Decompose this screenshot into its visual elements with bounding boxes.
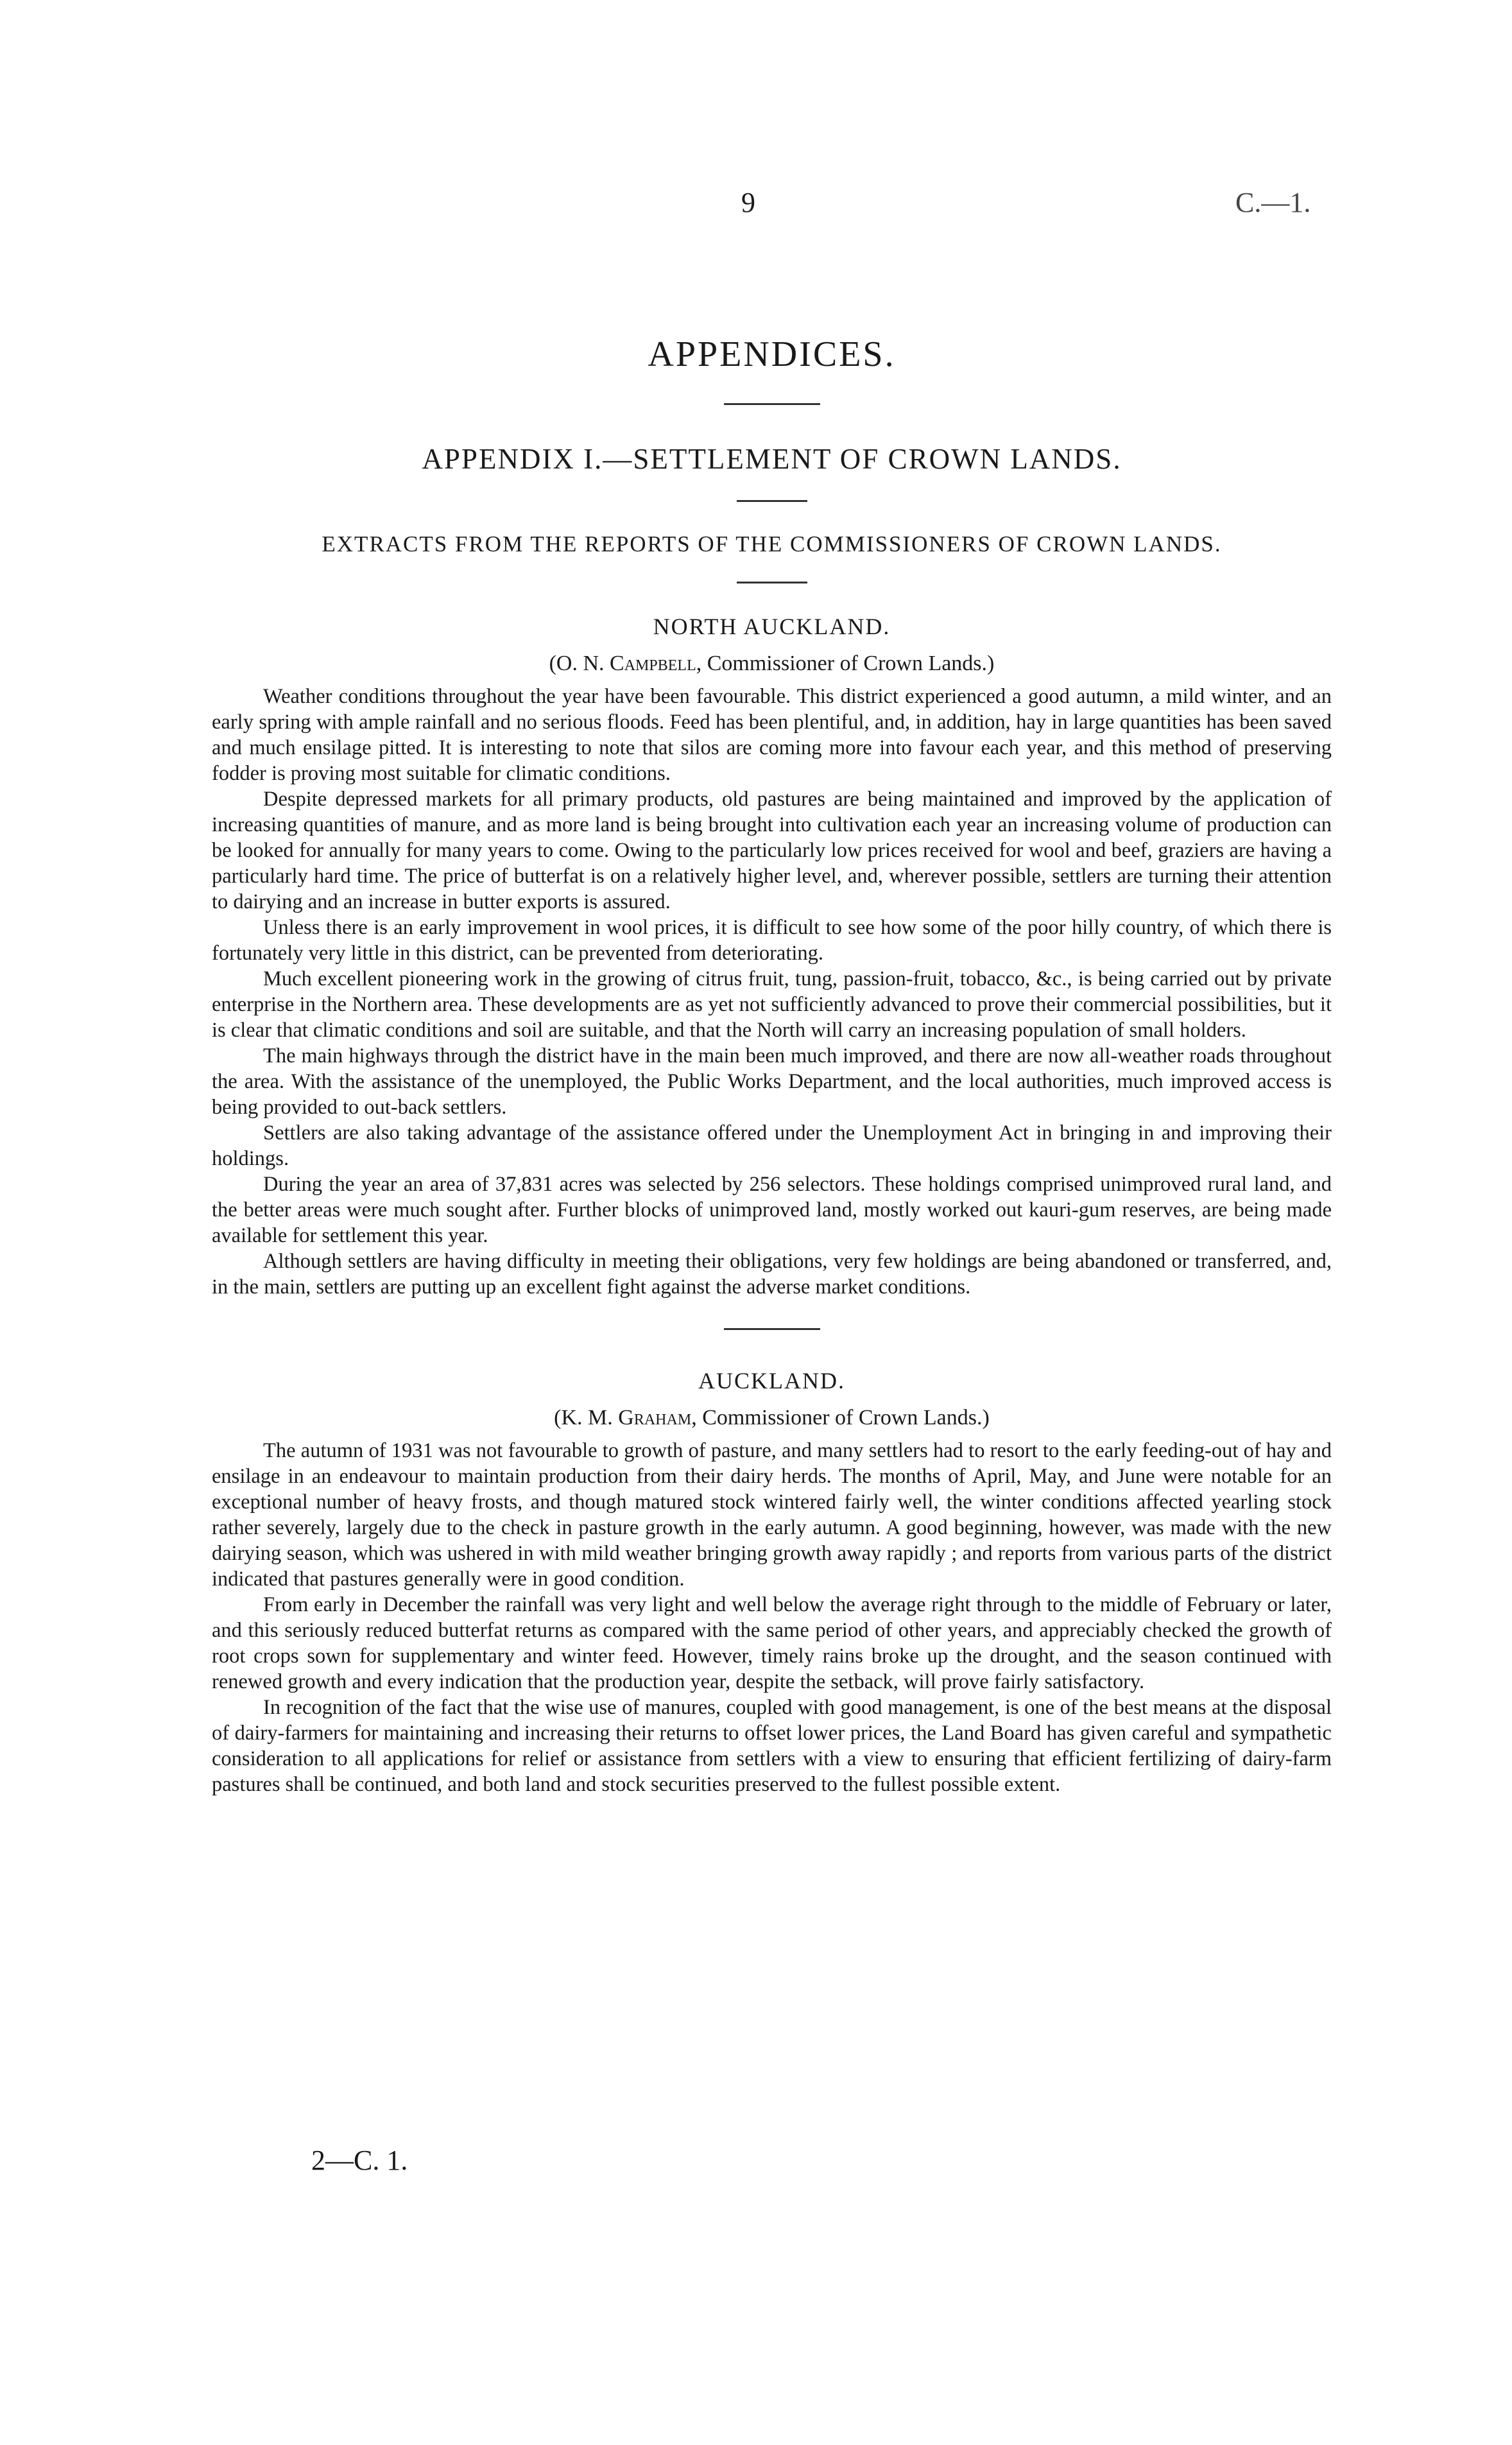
commissioner-title: , Commissioner of Crown Lands.) — [691, 1406, 990, 1430]
divider — [737, 582, 807, 583]
paragraph: In recognition of the fact that the wise use of manures, coupled with good management, is one of the best means at the disposal of dairy-farmers for maintaining and increasing their returns to offset lower prices, the Land Board has given careful and sympathetic consideration to all applications for relief or assistance from settlers with a view to ensuring that efficient fertilizing of dairy-farm pastures shall be continued, and both land and stock securities preserved to the fullest possible extent. — [212, 1696, 1332, 1796]
divider — [737, 500, 807, 502]
section-heading: NORTH AUCKLAND. — [653, 614, 891, 639]
paragraph: From early in December the rainfall was very light and well below the average right through to the middle of February or later, and this seriously reduced butterfat returns as compared with the same period of other years, and appreciably checked the growth of root crops sown for supplementary and winter feed. However, timely rains broke up the drought, and the season continued with renewed growth and every indication that the production year, despite the setback, will prove fairly satisfactory. — [212, 1593, 1332, 1693]
paragraph: Settlers are also taking advantage of the assistance offered under the Unemployment Act in bringing in and improving their holdings. — [212, 1121, 1332, 1170]
paragraph: The main highways through the district have in the main been much improved, and there are now all-weather roads throughout the area. With the assistance of the unemployed, the Public Works Department, and the local authorities, much improved access is being provided to out-back settlers. — [212, 1044, 1332, 1119]
commissioner-line — [212, 652, 1332, 676]
commissioner-line — [212, 1406, 1332, 1430]
commissioner-name: Campbell — [610, 652, 696, 675]
section-heading: AUCKLAND. — [698, 1368, 845, 1394]
page-header — [0, 186, 1512, 225]
page-content — [212, 334, 1332, 1797]
document-reference: C.—1. — [1235, 187, 1311, 218]
page-title: APPENDICES. — [648, 334, 896, 374]
divider — [724, 1328, 820, 1330]
paragraph: Much excellent pioneering work in the growing of citrus fruit, tung, passion-fruit, tobacco, &c., is being carried out by private enterprise in the Northern area. These developments are as yet not sufficiently advanced to prove their commercial possibilities, but it is clear that climatic conditions and soil are suitable, and that the North will carry an increasing population of small holders. — [212, 967, 1332, 1042]
paragraph: Although settlers are having difficulty in meeting their obligations, very few holdings are being abandoned or transferred, and, in the main, settlers are putting up an excellent fight against the adverse market conditions. — [212, 1250, 1332, 1299]
paragraph: During the year an area of 37,831 acres was selected by 256 selectors. These holdings comprised unimproved rural land, and the better areas were much sought after. Further blocks of unimproved land, mostly worked out kauri-gum reserves, are being made available for settlement this year. — [212, 1173, 1332, 1247]
commissioner-name: Graham — [618, 1406, 692, 1430]
paragraph: Weather conditions throughout the year have been favourable. This district experienced a good autumn, a mild winter, and an early spring with ample rainfall and no serious floods. Feed has been plentiful, and, in addition, hay in large quantities has been saved and much ensilage pitted. It is interesting to note that silos are coming more into favour each year, and this method of preserving fodder is proving most suitable for climatic conditions. — [212, 685, 1332, 785]
section-auckland — [212, 1367, 1332, 1797]
divider — [724, 403, 820, 405]
footer-signature: 2—C. 1. — [311, 2145, 408, 2176]
extracts-title: EXTRACTS FROM THE REPORTS OF THE COMMISSIONERS OF CROWN LANDS. — [322, 531, 1222, 557]
paragraph: The autumn of 1931 was not favourable to growth of pasture, and many settlers had to resort to the early feeding-out of hay and ensilage in an endeavour to maintain production from their dairy herds. The months of April, May, and June were notable for an exceptional number of heavy frosts, and though matured stock wintered fairly well, the winter conditions affected yearling stock rather severely, largely due to the check in pasture growth in the early autumn. A good beginning, however, was made with the new dairying season, which was ushered in with mild weather bringing growth away rapidly ; and reports from various parts of the district indicated that pastures generally were in good condition. — [212, 1439, 1332, 1591]
commissioner-initials: (K. M. — [554, 1406, 619, 1430]
commissioner-title: , Commissioner of Crown Lands.) — [696, 652, 995, 675]
page-number: 9 — [741, 187, 755, 218]
paragraph: Despite depressed markets for all primary products, old pastures are being maintained and improved by the application of increasing quantities of manure, and as more land is being brought into cultivation each year an increasing volume of production can be looked for annually for many years to come. Owing to the particularly low prices received for wool and beef, graziers are having a particularly hard time. The price of butterfat is on a relatively higher level, and, wherever possible, settlers are turning their attention to dairying and an increase in butter exports is assured. — [212, 788, 1332, 913]
paragraph: Unless there is an early improvement in wool prices, it is difficult to see how some of the poor hilly country, of which there is fortunately very little in this district, can be prevented from deteriorating. — [212, 916, 1332, 965]
appendix-title: APPENDIX I.—SETTLEMENT OF CROWN LANDS. — [422, 443, 1122, 475]
commissioner-initials: (O. N. — [549, 652, 610, 675]
section-north-auckland — [212, 613, 1332, 1300]
